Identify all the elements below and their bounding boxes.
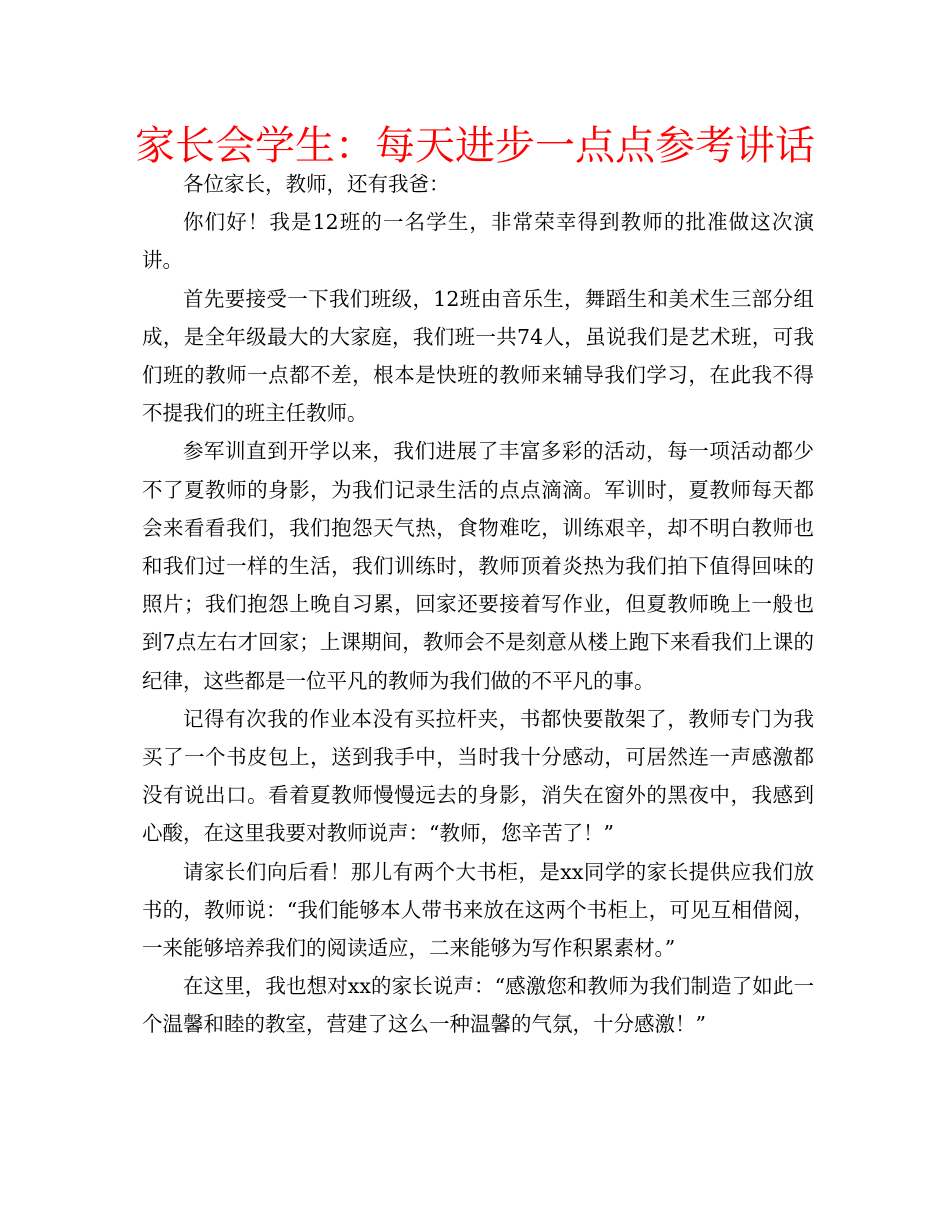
paragraph-class: 首先要接受一下我们班级，12班由音乐生，舞蹈生和美术生三部分组成，是全年级最大的大家庭，我们班一共74人，虽说我们是艺术班，可我们班的教师一点都不差，根本是快班的教师来辅导我们学习，在此我不得不提我们的班主任教师。	[142, 286, 814, 426]
paragraph-thanks: 在这里，我也想对xx的家长说声：“感激您和教师为我们制造了如此一个温馨和睦的教室，营建了这么一种温馨的气氛，十分感激！”	[142, 974, 814, 1037]
paragraph-memory: 记得有次我的作业本没有买拉杆夹，书都快要散架了，教师专门为我买了一个书皮包上，送到我手中，当时我十分感动，可居然连一声感激都没有说出口。看着夏教师慢慢远去的身影，消失在窗外的黑夜中，我感到心酸，在这里我要对教师说声：“教师，您辛苦了！”	[142, 706, 814, 846]
paragraph-greeting: 各位家长，教师，还有我爸：	[183, 172, 450, 196]
document-body	[142, 165, 814, 1044]
paragraph-activities: 参军训直到开学以来，我们进展了丰富多彩的活动，每一项活动都少不了夏教师的身影，为我们记录生活的点点滴滴。军训时，夏教师每天都会来看看我们，我们抱怨天气热，食物难吃，训练艰辛，却不明白教师也和我们过一样的生活，我们训练时，教师顶着炎热为我们拍下值得回味的照片；我们抱怨上晚自习累，回家还要接着写作业，但夏教师晚上一般也到7点左右才回家；上课期间，教师会不是刻意从楼上跑下来看我们上课的纪律，这些都是一位平凡的教师为我们做的不平凡的事。	[142, 439, 814, 693]
paragraph-intro: 你们好！我是12班的一名学生，非常荣幸得到教师的批准做这次演讲。	[142, 210, 814, 273]
document-title: 家长会学生：每天进步一点点参考讲话	[135, 123, 815, 169]
paragraph-bookcase: 请家长们向后看！那儿有两个大书柜，是xx同学的家长提供应我们放书的，教师说：“我们能够本人带书来放在这两个书柜上，可见互相借阅，一来能够培养我们的阅读适应，二来能够为写作积累素材。”	[142, 859, 814, 961]
